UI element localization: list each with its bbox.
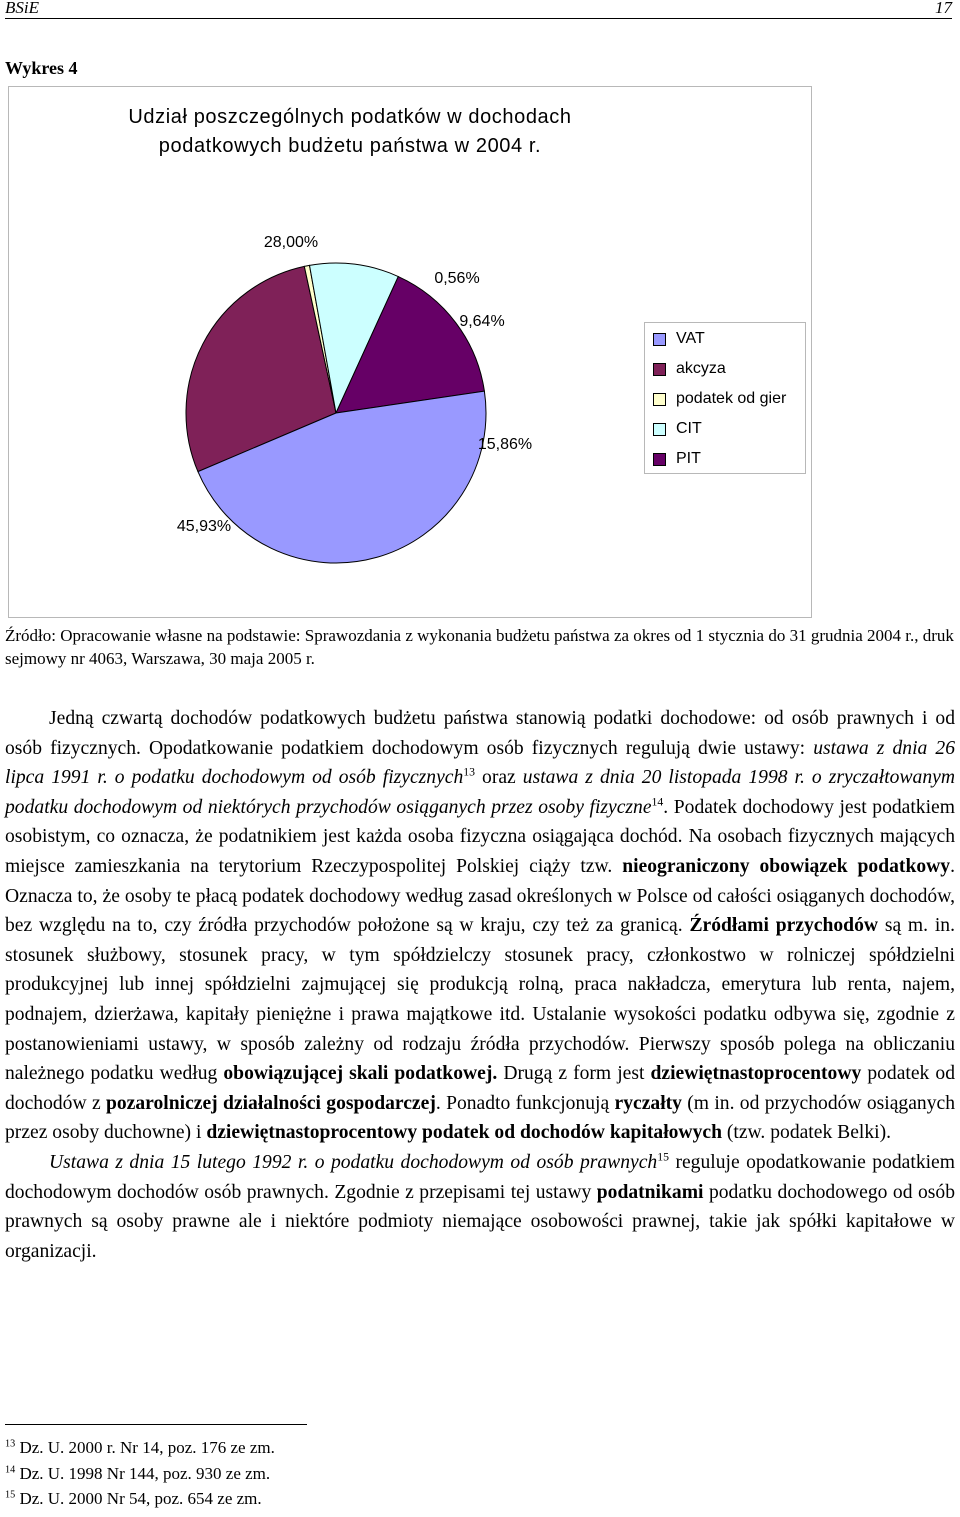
legend-item-vat [653,329,705,349]
footnote-number-13: 13 [5,1438,16,1450]
figure-source-note: Źródło: Opracowanie własne na podstawie: Sprawozdania z wykonania budżetu państwa za okres od 1 stycznia do 31 grudnia 2004 r., druk sejmowy nr 4063, Warszawa, 30 maja 2005 r. [5,626,954,668]
page-header [5,0,952,19]
bold-term-7: dziewiętnastoprocentowy podatek od dochodów kapitałowych [206,1122,722,1144]
para1-text-9: (tzw. podatek Belki). [721,1122,892,1144]
footnote-15 [5,1486,605,1512]
para1-text-1: Jedną czwartą dochodów podatkowych budżetu państwa stanowią podatki dochodowe: od osób prawnych i od osób fizycznych. Opodatkowanie podatkiem dochodowym osób fizycznych regulują dwie ustawy: [5,708,955,759]
footnote-text-14: Dz. U. 1998 Nr 144, poz. 930 ze zm. [15,1463,271,1483]
bold-term-8: podatnikami [596,1181,704,1203]
page-number: 17 [935,0,952,17]
paragraph-2 [5,1148,955,1266]
footnotes [5,1435,605,1512]
para1-text-6: podatek od dochodów z [5,1063,955,1114]
legend-swatch-akcyza [653,363,666,376]
legend-swatch-cit [653,423,666,436]
legend-swatch-vat [653,333,666,346]
bold-term-5: pozarolniczej działalności gospodarczej [105,1092,436,1114]
legend-swatch-podatek-od-gier [653,393,666,406]
chart-frame [8,86,812,618]
legend-item-pit [653,449,701,469]
chart-title-line-2: podatkowych budżetu państwa w 2004 r. [158,135,542,157]
paragraph-1 [5,704,955,1148]
legend-swatch-pit [653,453,666,466]
chart-legend [644,322,806,474]
legend-label-akcyza: akcyza [676,360,726,377]
legend-label-podatek-od-gier: podatek od gier [676,390,787,407]
footnote-text-13: Dz. U. 2000 r. Nr 14, poz. 176 ze zm. [15,1438,275,1457]
footnote-13 [5,1435,605,1461]
para1-text-3: . Oznacza to, że osoby te płacą podatek dochodowy według zasad określonych w Polsce od całości osiąganych dochodów, bez względu na to, czy źródła przychodów położone są w kraju, czy też za granicą. [5,855,955,937]
footnote-ref-14: 14 [651,795,664,809]
law-reference-1: ustawa z dnia 26 lipca 1991 r. o podatku dochodowym od osób fizycznych [5,737,955,789]
pie-label-podatek-od-gier: 0,56% [434,270,480,287]
pie-label-akcyza: 28,00% [263,234,319,251]
pie-label-pit: 15,86% [477,436,533,453]
footnote-ref-13: 13 [463,765,476,779]
bold-term-1: nieograniczony obowiązek podatkowy [622,855,951,877]
footnote-14 [5,1461,605,1487]
footnote-number-14: 14 [5,1463,16,1475]
para1-text-4: są m. in. stosunek służbowy, stosunek pracy, w tym spółdzielczy stosunek pracy, członkostwo w rolniczej spółdzielni produkcyjnej lub innej spółdzielni zajmującej się produkcją rolną, praca nakładcza, emerytura lub renta, najem, podnajem, dzierżawa, kapitały pieniężne i prawa majątkowe itd. Ustalanie wysokości podatku odbywa się, zgodnie z postanowieniami ustawy, w sposób zależny od rodzaju źródła przychodów. Pierwszy sposób polega na obliczaniu należnego podatku według [5,915,955,1085]
legend-item-cit [653,419,702,439]
chart-title-line-1: Udział poszczególnych podatków w dochodach [128,106,572,128]
para2-text-1: reguluje opodatkowanie podatkiem dochodowym dochodów osób prawnych. Zgodnie z przepisami tej ustawy [5,1151,955,1203]
para1-text-and: oraz [475,767,523,789]
footnote-ref-15: 15 [657,1150,669,1164]
legend-label-pit: PIT [676,450,701,467]
para2-text-2: podatku dochodowego od osób prawnych są osoby prawne ale i niektóre podmioty niemające osobowości prawnej, takie jak spółki kapitałowe w organizacji. [5,1181,955,1262]
pie-label-vat: 45,93% [176,518,232,535]
legend-item-akcyza [653,359,726,379]
para1-text-5: Drugą z form jest [497,1063,651,1085]
legend-label-cit: CIT [676,420,702,437]
bold-term-4: dziewiętnastoprocentowy [650,1063,862,1085]
para1-text-8: (m in. od przychodów osiąganych przez osoby duchowne) i [5,1092,956,1144]
law-reference-3: Ustawa z dnia 15 lutego 1992 r. o podatku dochodowym od osób prawnych [49,1151,658,1173]
footnote-text-15: Dz. U. 2000 Nr 54, poz. 654 ze zm. [15,1489,262,1508]
bold-term-6: ryczałty [614,1092,682,1114]
para1-text-2: . Podatek dochodowy jest podatkiem osobistym, co oznacza, że podatnikiem jest każda osoba fizyczna osiągająca dochód. Na osobach fizycznych mających miejsce zamieszkania na terytorium Rzeczypospolitej Polskiej ciąży tzw. [5,796,955,877]
legend-label-vat: VAT [676,330,705,347]
law-reference-2: ustawa z dnia 20 listopada 1998 r. o zryczałtowanym podatku dochodowym od niektórych przychodów osiąganych przez osoby fizyczne [5,767,955,818]
bold-term-2: Źródłami przychodów [689,915,879,937]
pie-label-cit: 9,64% [459,313,505,330]
body-text [5,704,955,1266]
figure-label: Wykres 4 [5,58,78,78]
footnote-separator [5,1424,307,1425]
legend-item-podatek-od-gier [653,389,786,409]
journal-name: BSiE [5,0,39,17]
para1-text-7: . Ponadto funkcjonują [435,1092,615,1114]
footnote-number-15: 15 [5,1489,16,1501]
bold-term-3: obowiązującej skali podatkowej. [223,1063,498,1085]
